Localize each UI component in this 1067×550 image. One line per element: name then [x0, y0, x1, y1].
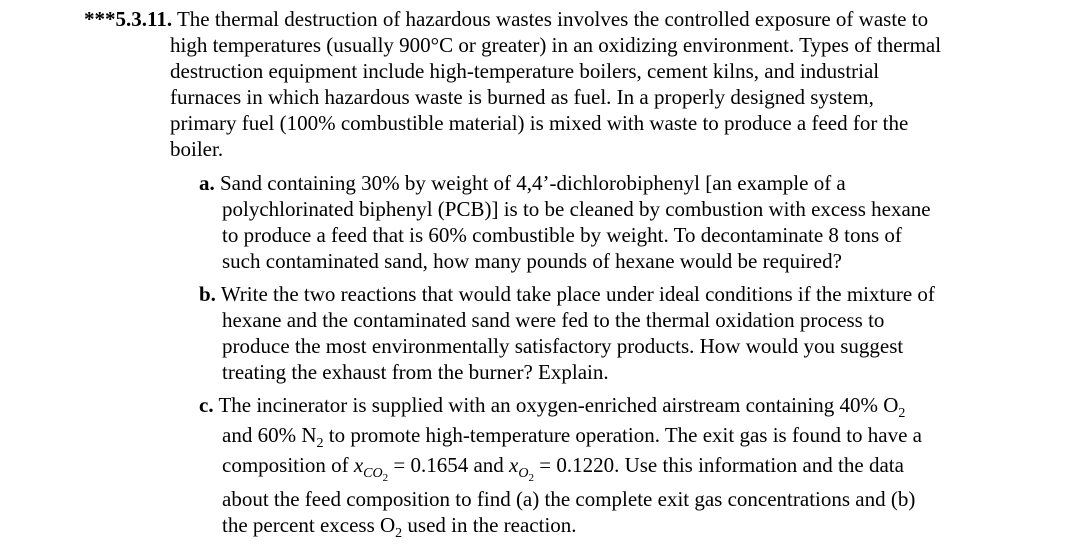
part-c-line-5: the percent excess $O_2$ used in the reaction. — [222, 513, 577, 541]
problem-line-5: primary fuel (100% combustible material) is mixed with waste to produce a feed for the — [170, 111, 909, 135]
part-a-line-2: polychlorinated biphenyl (PCB)] is to be cleaned by combustion with excess hexane — [222, 197, 931, 221]
part-b-line-4: treating the exhaust from the burner? Explain. — [222, 360, 609, 384]
problem-line-1 — [84, 6, 1044, 32]
mole-fraction-o2: $x_{O_2}$ — [509, 453, 534, 484]
part-a-line-4: such contaminated sand, how many pounds of hexane would be required? — [222, 249, 842, 273]
part-b-line-1: b. Write the two reactions that would take place under ideal conditions if the mixture of — [199, 282, 935, 306]
part-c-line-3: composition of $x_{CO_2} = 0.1654$ and $x_{O_2} = 0.1220$. Use this information and the data — [222, 453, 904, 484]
part-c-label: c. — [199, 393, 214, 417]
problem-line-6: boiler. — [170, 137, 224, 161]
mole-fraction-co2: $x_{CO_2}$ — [353, 453, 389, 484]
part-a-line-1: a. Sand containing 30% by weight of 4,4’-dichlorobiphenyl [an example of a — [199, 171, 846, 195]
part-a-line-3: to produce a feed that is 60% combustible by weight. To decontaminate 8 tons of — [222, 223, 902, 247]
problem-text: The thermal destruction of hazardous wastes involves the controlled exposure of waste to — [176, 7, 929, 31]
problem-line-2: high temperatures (usually 900°C or greater) in an oxidizing environment. Types of thermal — [170, 33, 942, 57]
part-c-line-2: and 60% $N_2$ to promote high-temperature operation. The exit gas is found to have a — [222, 423, 923, 451]
part-a — [199, 170, 999, 274]
part-b-line-2: hexane and the contaminated sand were fed to the thermal oxidation process to — [222, 308, 885, 332]
part-c — [199, 392, 999, 541]
part-b-label: b. — [199, 282, 216, 306]
problem-statement — [84, 6, 1044, 162]
problem-line-3: destruction equipment include high-temperature boilers, cement kilns, and industrial — [170, 59, 880, 83]
problem-line-4: furnaces in which hazardous waste is burned as fuel. In a properly designed system, — [170, 85, 874, 109]
part-a-label: a. — [199, 171, 215, 195]
part-b-line-3: produce the most environmentally satisfactory products. How would you suggest — [222, 334, 904, 358]
problem-number: ***5.3.11. — [84, 7, 173, 31]
part-b — [199, 281, 999, 385]
part-c-line-4: about the feed composition to find (a) the complete exit gas concentrations and (b) — [222, 487, 916, 511]
part-c-line-1: c. The incinerator is supplied with an oxygen-enriched airstream containing 40% $O_2$ — [199, 393, 906, 421]
